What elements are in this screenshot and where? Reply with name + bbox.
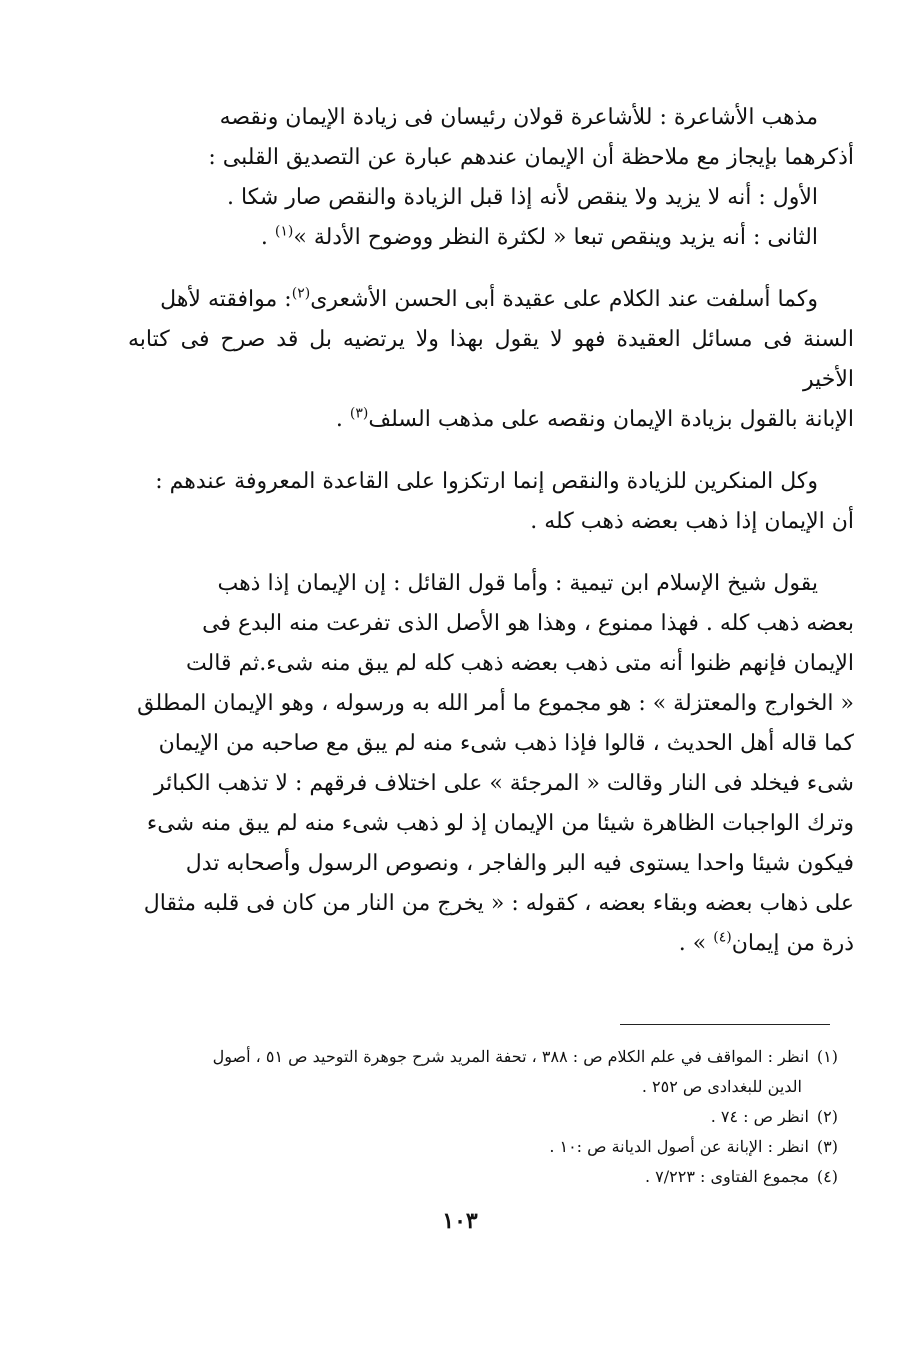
text-line: [128, 280, 854, 320]
footnote-item: [120, 1162, 838, 1192]
text-line: كما قاله أهل الحديث ، قالوا فإذا ذهب شىء منه لم يبق مع صاحبه من الإيمان: [158, 731, 854, 756]
footnote-text: مجموع الفتاوى : ٧/٢٢٣ .: [644, 1167, 809, 1186]
footnote-number: (١): [816, 1047, 838, 1066]
footnote-number: (٢): [816, 1107, 838, 1126]
text-segment: .: [335, 407, 350, 432]
footnote-ref-4[interactable]: (٤): [713, 929, 732, 946]
text-line: فيكون شيئا واحدا يستوى فيه البر والفاجر ، ونصوص الرسول وأصحابه تدل: [185, 851, 854, 876]
text-line: [128, 400, 854, 440]
text-line: [128, 924, 854, 964]
text-line: شىء فيخلد فى النار وقالت « المرجئة » على اختلاف فرقهم : لا تذهب الكبائر: [153, 771, 854, 796]
text-line: مذهب الأشاعرة : للأشاعرة قولان رئيسان فى زيادة الإيمان ونقصه: [219, 105, 818, 130]
footnote-text: الدين للبغدادى ص ٢٥٢ .: [641, 1077, 802, 1096]
footnote-text: انظر : المواقف في علم الكلام ص : ٣٨٨ ، تحفة المريد شرح جوهرة التوحيد ص ٥١ ، أصول: [212, 1047, 809, 1066]
footnote-number: (٣): [816, 1137, 838, 1156]
text-line: على ذهاب بعضه وبقاء بعضه ، كقوله : « يخرج من النار من كان فى قلبه مثقال: [143, 891, 854, 916]
footnotes: [120, 1042, 838, 1192]
text-line: بعضه ذهب كله . فهذا ممنوع ، وهذا هو الأصل الذى تفرعت منه البدع فى: [202, 611, 854, 636]
text-line: [128, 218, 854, 258]
paragraph-ashari-ibana: [128, 280, 854, 440]
text-segment: : موافقته لأهل: [160, 287, 292, 312]
footnote-number: (٤): [816, 1167, 838, 1186]
page-number: ١٠٣: [442, 1208, 478, 1234]
footnote-item: [120, 1102, 838, 1132]
text-segment: الإبانة بالقول بزيادة الإيمان ونقصه على مذهب السلف: [368, 407, 854, 432]
footnote-ref-3[interactable]: (٣): [349, 405, 369, 422]
text-line: وترك الواجبات الظاهرة شيئا من الإيمان إذ لو ذهب شىء منه لم يبق منه شىء: [146, 811, 854, 836]
text-line: أن الإيمان إذا ذهب بعضه ذهب كله .: [530, 509, 854, 534]
text-line: الإيمان فإنهم ظنوا أنه متى ذهب بعضه ذهب كله لم يبق منه شىء.ثم قالت: [185, 651, 854, 676]
footnote-text: انظر : الإبانة عن أصول الديانة ص :١٠ .: [549, 1137, 809, 1156]
text-line: أذكرهما بإيجاز مع ملاحظة أن الإيمان عندهم عبارة عن التصديق القلبى :: [208, 145, 854, 170]
text-segment: الثانى : أنه يزيد وينقص تبعا « لكثرة النظر ووضوح الأدلة »: [293, 225, 818, 250]
main-text: [128, 98, 854, 964]
text-segment: ذرة من إيمان: [731, 931, 854, 956]
text-line: يقول شيخ الإسلام ابن تيمية : وأما قول القائل : إن الإيمان إذا ذهب: [217, 571, 818, 596]
footnote-text: انظر ص : ٧٤ .: [710, 1107, 809, 1126]
text-line: وكل المنكرين للزيادة والنقص إنما ارتكزوا على القاعدة المعروفة عندهم :: [155, 469, 818, 494]
text-line: السنة فى مسائل العقيدة فهو لا يقول بهذا ولا يرتضيه بل قد صرح فى كتابه الأخير: [128, 327, 854, 392]
text-segment: وكما أسلفت عند الكلام على عقيدة أبى الحسن الأشعرى: [310, 287, 818, 312]
text-segment: .: [260, 225, 275, 250]
paragraph-ashari-school: [128, 98, 854, 258]
text-line: « الخوارج والمعتزلة » : هو مجموع ما أمر الله به ورسوله ، وهو الإيمان المطلق: [137, 691, 854, 716]
paragraph-ibn-taymiyya-quote: [128, 564, 854, 964]
paragraph-deniers-rule: [128, 462, 854, 542]
footnote-ref-2[interactable]: (٢): [291, 285, 311, 302]
footnote-item: [120, 1132, 838, 1162]
text-line: الأول : أنه لا يزيد ولا ينقص لأنه إذا قبل الزيادة والنقص صار شكا .: [227, 185, 818, 210]
text-segment: » .: [678, 931, 714, 956]
footnote-item: [120, 1042, 838, 1102]
footnote-ref-1[interactable]: (١): [274, 223, 294, 240]
footnote-separator: [620, 1024, 830, 1025]
